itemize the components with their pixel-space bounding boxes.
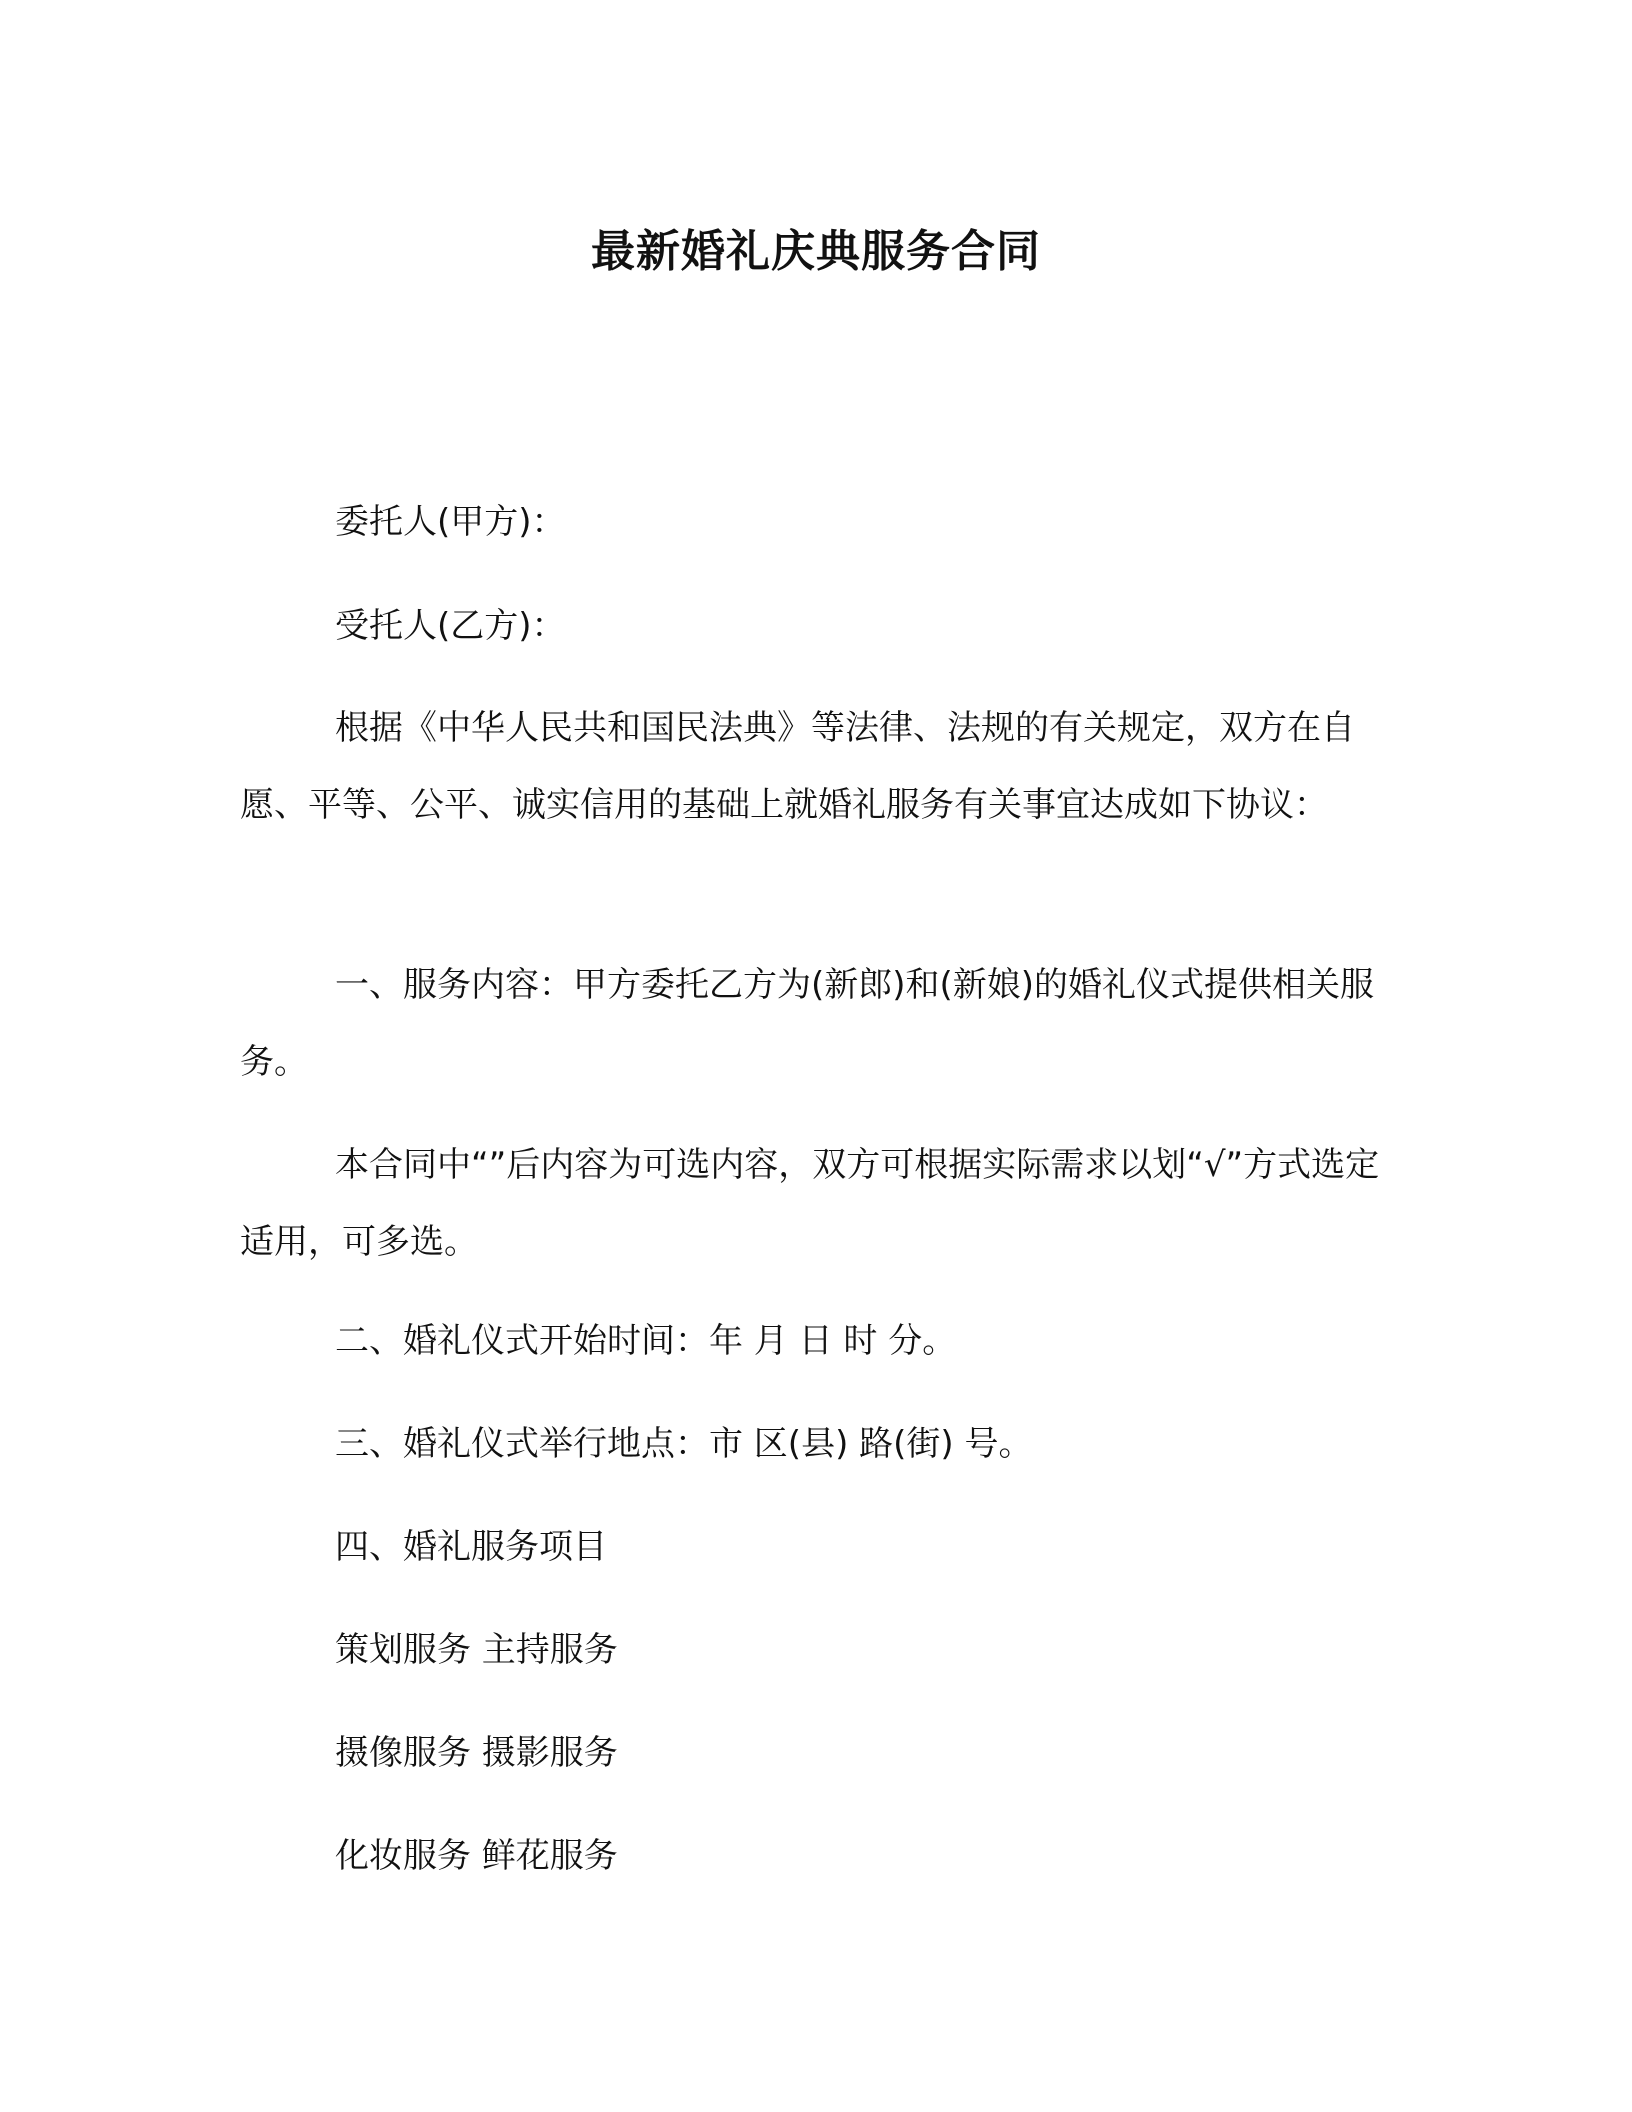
party-a-line: 委托人(甲方)： [335, 502, 566, 542]
optional-content-note: 本合同中“”后内容为可选内容，双方可根据实际需求以划“√”方式选定适用，可多选。 [240, 1145, 1380, 1262]
party-b-line: 受托人(乙方)： [335, 606, 566, 646]
document-title: 最新婚礼庆典服务合同 [591, 226, 1041, 277]
clause-ceremony-location: 三、婚礼仪式举行地点：市 区(县) 路(街) 号。 [335, 1424, 1033, 1464]
preamble-paragraph: 根据《中华人民共和国民法典》等法律、法规的有关规定，双方在自愿、平等、公平、诚实信用的基础上就婚礼服务有关事宜达成如下协议： [240, 708, 1355, 825]
service-item-line: 摄像服务 摄影服务 [335, 1733, 618, 1773]
clause-service-items-heading: 四、婚礼服务项目 [335, 1527, 607, 1567]
clause-ceremony-time: 二、婚礼仪式开始时间：年 月 日 时 分。 [335, 1321, 957, 1361]
service-item-line: 策划服务 主持服务 [335, 1630, 618, 1670]
service-item-line: 化妆服务 鲜花服务 [335, 1836, 618, 1876]
clause-service-content: 一、服务内容：甲方委托乙方为(新郎)和(新娘)的婚礼仪式提供相关服务。 [240, 965, 1375, 1082]
